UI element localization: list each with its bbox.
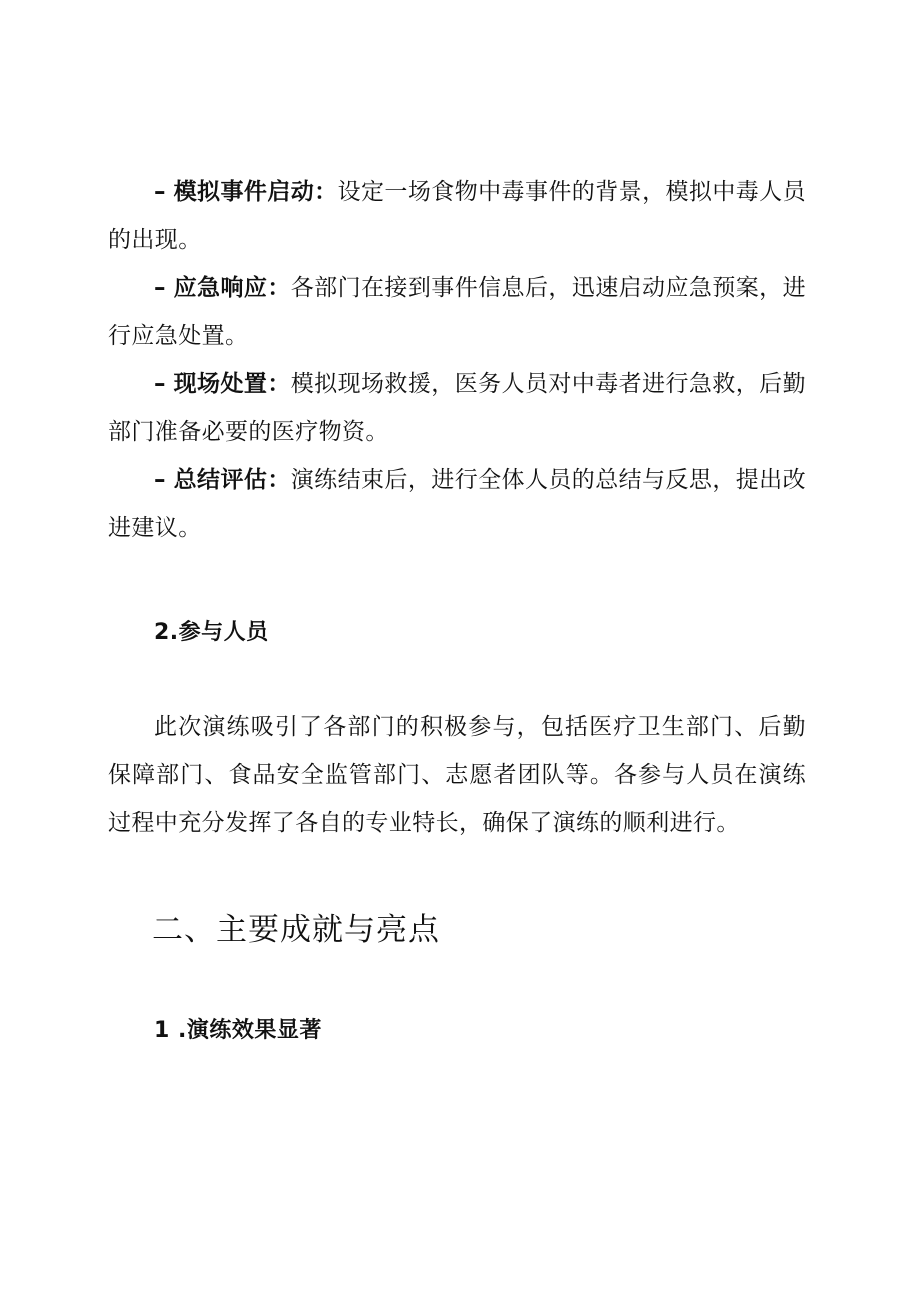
item-label: 应急响应： (173, 275, 291, 301)
subsection-heading: 1 .演练效果显著 (154, 1018, 322, 1043)
dash-bullet: – (154, 179, 166, 205)
item-text: 设定一场食物中毒事件的背景，模拟中毒人员的出现。 (108, 179, 806, 253)
list-item-onsite-handling (108, 360, 806, 456)
list-item-simulation-start (108, 168, 806, 264)
list-item-emergency-response (108, 264, 806, 360)
item-label: 现场处置： (173, 371, 291, 397)
list-item-summary-evaluation (108, 456, 806, 552)
item-label: 总结评估： (173, 467, 291, 493)
dash-bullet: – (154, 275, 166, 301)
dash-bullet: – (154, 467, 166, 493)
item-text: 各部门在接到事件信息后，迅速启动应急预案，进行应急处置。 (108, 275, 806, 349)
section-title: 二、主要成就与亮点 (152, 912, 440, 948)
item-text: 演练结束后，进行全体人员的总结与反思，提出改进建议。 (108, 467, 806, 541)
participants-heading: 2.参与人员 (154, 620, 269, 645)
dash-bullet: – (154, 371, 166, 397)
item-label: 模拟事件启动： (173, 179, 338, 205)
participants-paragraph: 此次演练吸引了各部门的积极参与，包括医疗卫生部门、后勤保障部门、食品安全监管部门、志愿者团队等。各参与人员在演练过程中充分发挥了各自的专业特长，确保了演练的顺利进行。 (108, 714, 806, 836)
item-text: 模拟现场救援，医务人员对中毒者进行急救，后勤部门准备必要的医疗物资。 (108, 371, 806, 445)
